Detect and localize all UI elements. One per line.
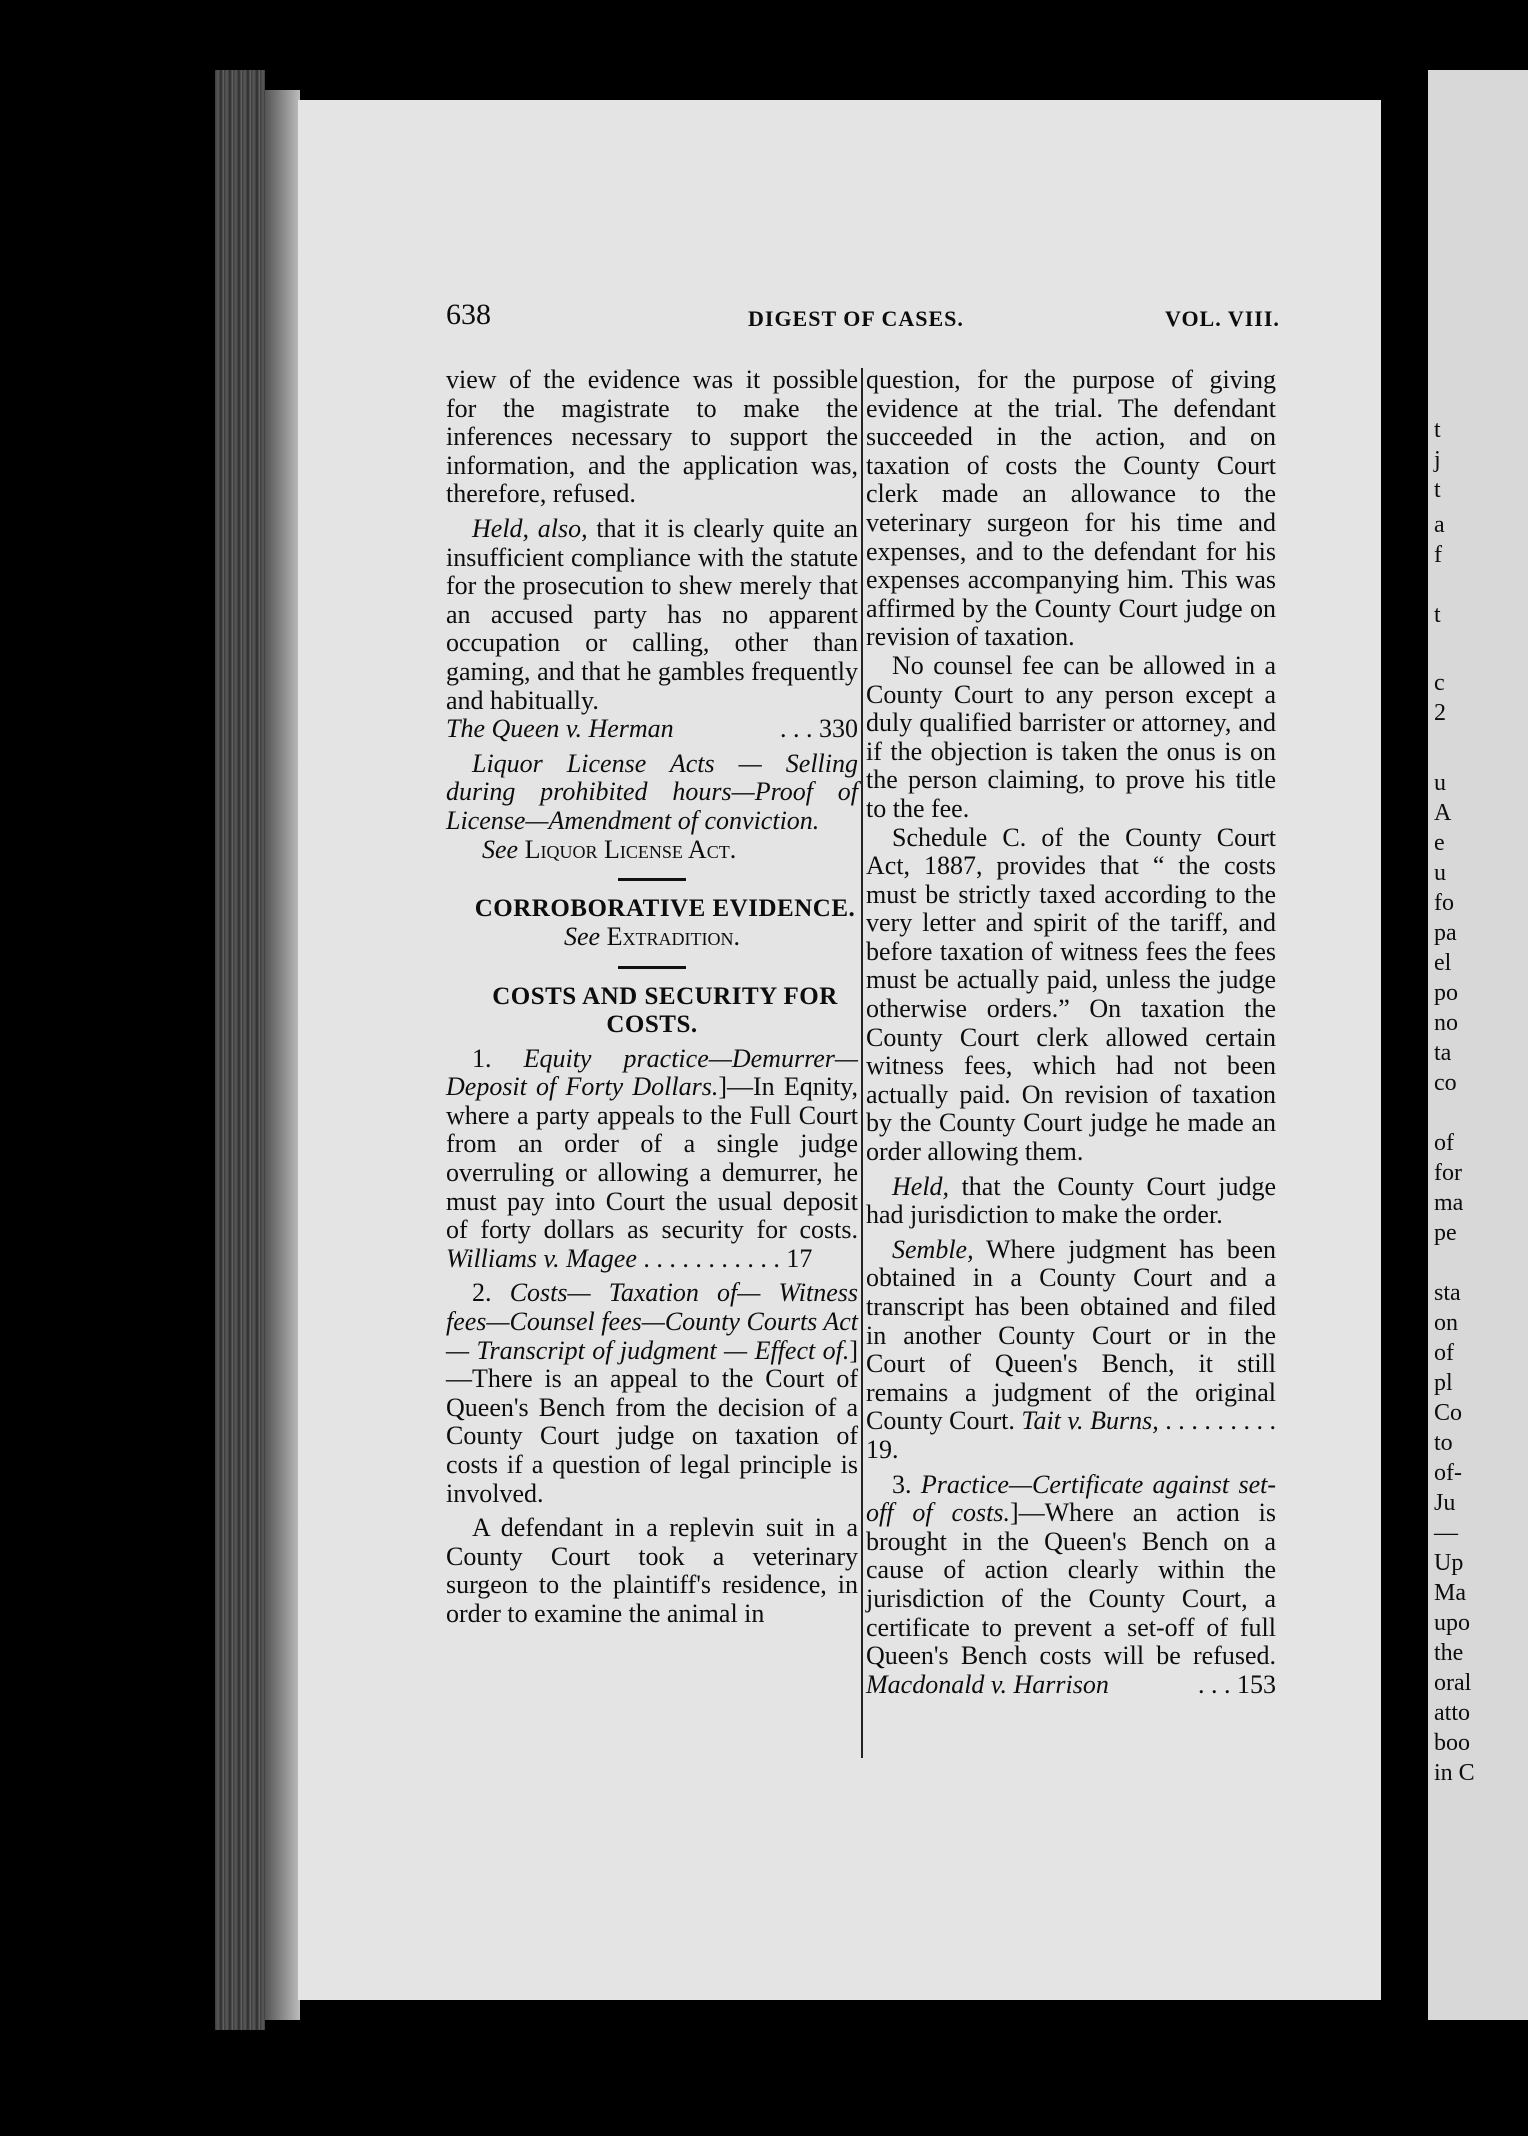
left-column bbox=[446, 366, 858, 1629]
facing-page-text: — bbox=[1434, 1520, 1458, 1546]
see-word: See bbox=[564, 922, 601, 952]
paragraph: No counsel fee can be allowed in a County Court to any person except a duly qualified barrister or attorney, and if the objection is taken the onus is on the person claiming, to prove his title to the fee. bbox=[866, 650, 1276, 823]
facing-page-text: of bbox=[1434, 1130, 1454, 1156]
paragraph: view of the evidence was it possible for the magistrate to make the inferences necessary to support the information, and the application was, therefore, refused. bbox=[446, 365, 858, 509]
entry-number: 1. bbox=[472, 1043, 492, 1073]
paragraph-text: that the County Court judge had jurisdiction to make the order. bbox=[866, 1171, 1276, 1230]
paragraph-text: that it is clearly quite an insufficient compliance with the statute for the prosecution to shew merely that an accused party has no apparent occupation or calling, other than gaming, and that he gambles frequently and habitually. bbox=[446, 513, 858, 715]
cross-reference bbox=[446, 923, 858, 952]
facing-page-text: no bbox=[1434, 1010, 1458, 1036]
paragraph bbox=[866, 1236, 1276, 1465]
page-reference: . . . . . . . . . 19. bbox=[866, 1406, 1277, 1464]
right-column bbox=[866, 366, 1276, 1699]
lead-term: Held, bbox=[892, 1171, 950, 1201]
facing-page-text: oral bbox=[1434, 1670, 1472, 1696]
facing-page-text: e bbox=[1434, 830, 1445, 856]
facing-page-text: f bbox=[1434, 542, 1442, 568]
numbered-entry bbox=[446, 1279, 858, 1508]
facing-page-text: for bbox=[1434, 1160, 1462, 1186]
entry-number: 3. bbox=[892, 1469, 912, 1499]
facing-page-text: 2 bbox=[1434, 700, 1446, 726]
facing-page-text: t bbox=[1434, 602, 1441, 628]
case-citation: Williams v. Magee bbox=[446, 1243, 637, 1273]
entry-text: ]—There is an appeal to the Court of Queen's Bench from the decision of a County Court judge on taxation of costs if a question of legal principle is involved. bbox=[446, 1335, 858, 1508]
binding-shadow bbox=[265, 90, 300, 2020]
section-rule bbox=[618, 966, 686, 969]
page-reference: . . . 330 bbox=[780, 714, 858, 744]
book-gutter bbox=[1381, 0, 1428, 2136]
facing-page-text: in C bbox=[1434, 1760, 1475, 1786]
paragraph bbox=[446, 515, 858, 744]
lead-term: Held, also, bbox=[472, 513, 588, 543]
page-reference: . . . 153 bbox=[1198, 1669, 1276, 1699]
facing-page-text: pl bbox=[1434, 1370, 1453, 1396]
facing-page-text: ta bbox=[1434, 1040, 1452, 1066]
facing-page-text: A bbox=[1434, 800, 1452, 826]
see-target: Extradition. bbox=[606, 922, 740, 952]
book-page-edges bbox=[215, 70, 265, 2030]
facing-page-text: j bbox=[1434, 447, 1441, 473]
paragraph bbox=[866, 1173, 1276, 1230]
numbered-entry bbox=[866, 1471, 1276, 1700]
volume-label: VOL. VIII. bbox=[1165, 306, 1280, 331]
paragraph-text: Where judgment has been obtained in a County Court and a transcript has been obtained and filed in another County Court or in the Court of Queen's Bench, it still remains a judgment of the original County Court. bbox=[866, 1234, 1276, 1436]
facing-page-text: Ju bbox=[1434, 1490, 1456, 1516]
entry-title: Equity practice—Demurrer—Deposit of Forty Dollars. bbox=[446, 1043, 858, 1102]
facing-page-text: Co bbox=[1434, 1400, 1463, 1426]
facing-page-text: fo bbox=[1434, 890, 1454, 916]
facing-page-text: c bbox=[1434, 670, 1445, 696]
facing-page-text: t bbox=[1434, 417, 1441, 443]
facing-page-text: atto bbox=[1434, 1700, 1470, 1726]
entry-text: ]—Where an action is brought in the Queen's Bench on a cause of action clearly within the jurisdiction of the County Court, a certificate to prevent a set-off of full Queen's Bench costs will be refused. bbox=[866, 1498, 1276, 1671]
paragraph: question, for the purpose of giving evidence at the trial. The defendant succeeded in the action, and on taxation of costs the County Court clerk made an allowance to the veterinary surgeon for his time and expenses, and to the defendant for his expenses accompanying him. This was affirmed by the County Court judge on revision of taxation. bbox=[866, 365, 1276, 652]
facing-page-fragment bbox=[1428, 70, 1528, 2020]
entry-title: Costs— Taxation of— Witness fees—Counsel fees—County Courts Act — Transcript of judgment — Effect of. bbox=[446, 1278, 858, 1365]
see-word: See bbox=[482, 834, 519, 864]
facing-page-text: of bbox=[1434, 1340, 1454, 1366]
scan-background-left bbox=[0, 0, 215, 2136]
facing-page-text: pa bbox=[1434, 920, 1457, 946]
facing-page-text: boo bbox=[1434, 1730, 1470, 1756]
facing-page-text: pe bbox=[1434, 1220, 1457, 1246]
facing-page-text: Up bbox=[1434, 1550, 1464, 1576]
facing-page-text: t bbox=[1434, 477, 1441, 503]
facing-page-text: Ma bbox=[1434, 1580, 1466, 1606]
section-heading: CORROBORATIVE EVIDENCE. bbox=[474, 895, 856, 923]
numbered-entry bbox=[446, 1045, 858, 1274]
facing-page-text: to bbox=[1434, 1430, 1453, 1456]
facing-page-text: a bbox=[1434, 512, 1445, 538]
facing-page-text: el bbox=[1434, 950, 1452, 976]
case-citation: The Queen v. Herman bbox=[446, 714, 674, 744]
entry-title: Practice—Certificate against set-off of costs. bbox=[866, 1469, 1276, 1528]
entry-text: ]—In Eqnity, where a party appeals to the Full Court from an order of a single judge overruling or allowing a demurrer, he must pay into Court the usual deposit of forty dollars as security for costs. bbox=[446, 1072, 858, 1245]
section-heading: COSTS AND SECURITY FOR COSTS. bbox=[492, 982, 838, 1038]
cross-reference bbox=[446, 836, 858, 865]
facing-page-text: co bbox=[1434, 1070, 1457, 1096]
running-title: DIGEST OF CASES. bbox=[748, 306, 964, 331]
facing-page-text: sta bbox=[1434, 1280, 1461, 1306]
facing-page-text: po bbox=[1434, 980, 1458, 1006]
facing-page-text: u bbox=[1434, 770, 1446, 796]
page-number: 638 bbox=[446, 298, 491, 331]
facing-page-text: on bbox=[1434, 1310, 1458, 1336]
case-citation: Tait v. Burns, bbox=[1021, 1406, 1159, 1436]
facing-page-text: of- bbox=[1434, 1460, 1462, 1486]
facing-page-text: ma bbox=[1434, 1190, 1464, 1216]
section-rule bbox=[618, 878, 686, 881]
lead-term: Semble, bbox=[892, 1234, 974, 1264]
topic-entry: Liquor License Acts — Selling during prohibited hours—Proof of License—Amendment of conviction. bbox=[446, 748, 858, 835]
facing-page-text: upo bbox=[1434, 1610, 1470, 1636]
column-divider bbox=[861, 368, 863, 1758]
paragraph: Schedule C. of the County Court Act, 1887, provides that “ the costs must be strictly taxed according to the very letter and spirit of the tariff, and before taxation of witness fees the fees must be actually paid, unless the judge otherwise orders.” On taxation the County Court clerk allowed certain witness fees, which had not been actually paid. On revision of taxation by the County Court judge he made an order allowing them. bbox=[866, 822, 1276, 1167]
facing-page-text: the bbox=[1434, 1640, 1464, 1666]
entry-number: 2. bbox=[472, 1278, 492, 1308]
see-target: Liquor License Act. bbox=[524, 834, 737, 864]
facing-page-text: u bbox=[1434, 860, 1446, 886]
page-reference: . . . . . . . . . . . 17 bbox=[643, 1243, 813, 1273]
paragraph: A defendant in a replevin suit in a County Court took a veterinary surgeon to the plaintiff's residence, in order to examine the animal in bbox=[446, 1513, 858, 1628]
case-citation: Macdonald v. Harrison bbox=[866, 1669, 1109, 1699]
